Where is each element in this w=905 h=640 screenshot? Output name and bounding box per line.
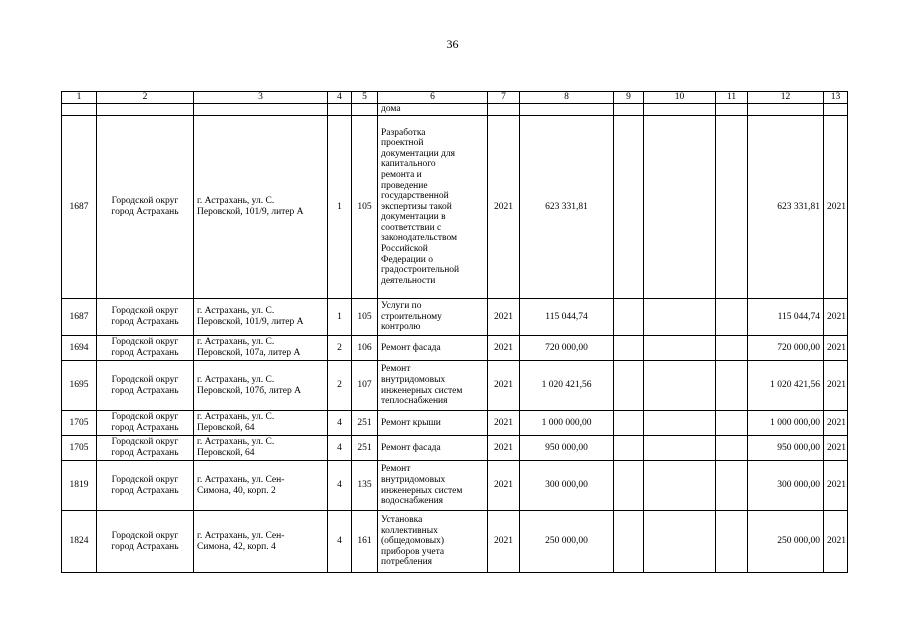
col4-cell: 4 bbox=[328, 511, 352, 573]
column-header: 10 bbox=[644, 92, 716, 104]
col10-cell bbox=[644, 461, 716, 511]
record-id: 1705 bbox=[62, 436, 97, 461]
column-header: 8 bbox=[520, 92, 614, 104]
col4-cell: 2 bbox=[328, 361, 352, 411]
year-cell: 2021 bbox=[488, 461, 520, 511]
col4-cell: 2 bbox=[328, 336, 352, 361]
record-id: 1824 bbox=[62, 511, 97, 573]
column-header: 4 bbox=[328, 92, 352, 104]
table-row bbox=[62, 116, 848, 299]
col4-cell: 4 bbox=[328, 461, 352, 511]
col11-cell bbox=[716, 411, 748, 436]
column-header: 7 bbox=[488, 92, 520, 104]
year-cell: 2021 bbox=[488, 411, 520, 436]
col5-cell: 251 bbox=[352, 411, 378, 436]
completion-year-cell: 2021 bbox=[824, 116, 848, 299]
record-id: 1819 bbox=[62, 461, 97, 511]
fund-cost-cell: 1 000 000,00 bbox=[748, 411, 824, 436]
municipality-cell: Городской округ город Астрахань bbox=[97, 336, 194, 361]
col4-cell: 4 bbox=[328, 411, 352, 436]
record-id: 1687 bbox=[62, 299, 97, 336]
col5-cell: 135 bbox=[352, 461, 378, 511]
table-row bbox=[62, 461, 848, 511]
year-cell: 2021 bbox=[488, 336, 520, 361]
col11-cell bbox=[716, 511, 748, 573]
municipality-cell: Городской округ город Астрахань bbox=[97, 116, 194, 299]
column-header: 12 bbox=[748, 92, 824, 104]
col9-cell bbox=[614, 336, 644, 361]
total-cost-cell: 115 044,74 bbox=[520, 299, 614, 336]
completion-year-cell: 2021 bbox=[824, 436, 848, 461]
col9-cell bbox=[614, 116, 644, 299]
col11-cell bbox=[716, 461, 748, 511]
municipality-cell: Городской округ город Астрахань bbox=[97, 461, 194, 511]
year-cell: 2021 bbox=[488, 116, 520, 299]
address-cell: г. Астрахань, ул. С. Перовской, 107б, литер А bbox=[194, 361, 328, 411]
fund-cost-cell: 1 020 421,56 bbox=[748, 361, 824, 411]
col9-cell bbox=[614, 436, 644, 461]
col10-cell bbox=[644, 116, 716, 299]
col10-cell bbox=[644, 336, 716, 361]
column-header: 6 bbox=[378, 92, 488, 104]
address-cell: г. Астрахань, ул. С. Перовской, 64 bbox=[194, 436, 328, 461]
col10-cell bbox=[644, 299, 716, 336]
year-cell: 2021 bbox=[488, 299, 520, 336]
fund-cost-cell: 250 000,00 bbox=[748, 511, 824, 573]
fund-cost-cell: 720 000,00 bbox=[748, 336, 824, 361]
table-row bbox=[62, 299, 848, 336]
total-cost-cell: 300 000,00 bbox=[520, 461, 614, 511]
col11-cell bbox=[716, 336, 748, 361]
fund-cost-cell: 623 331,81 bbox=[748, 116, 824, 299]
col5-cell: 105 bbox=[352, 299, 378, 336]
address-cell: г. Астрахань, ул. С. Перовской, 101/9, литер А bbox=[194, 116, 328, 299]
capital-repair-table bbox=[61, 91, 848, 573]
record-id: 1695 bbox=[62, 361, 97, 411]
col5-cell: 106 bbox=[352, 336, 378, 361]
completion-year-cell: 2021 bbox=[824, 461, 848, 511]
col5-cell: 105 bbox=[352, 116, 378, 299]
municipality-cell: Городской округ город Астрахань bbox=[97, 361, 194, 411]
fund-cost-cell: 950 000,00 bbox=[748, 436, 824, 461]
col10-cell bbox=[644, 411, 716, 436]
completion-year-cell: 2021 bbox=[824, 361, 848, 411]
column-header: 5 bbox=[352, 92, 378, 104]
work-type-cell: Ремонт внутридомовых инженерных систем теплоснабжения bbox=[378, 361, 488, 411]
work-type-cell: Ремонт внутридомовых инженерных систем водоснабжения bbox=[378, 461, 488, 511]
fund-cost-cell: 300 000,00 bbox=[748, 461, 824, 511]
col11-cell bbox=[716, 361, 748, 411]
col11-cell bbox=[716, 299, 748, 336]
total-cost-cell: 720 000,00 bbox=[520, 336, 614, 361]
column-header: 3 bbox=[194, 92, 328, 104]
col9-cell bbox=[614, 299, 644, 336]
address-cell: г. Астрахань, ул. С. Перовской, 107а, литер А bbox=[194, 336, 328, 361]
year-cell: 2021 bbox=[488, 436, 520, 461]
total-cost-cell: 1 000 000,00 bbox=[520, 411, 614, 436]
year-cell: 2021 bbox=[488, 361, 520, 411]
record-id: 1687 bbox=[62, 116, 97, 299]
year-cell: 2021 bbox=[488, 511, 520, 573]
work-type-cell: Ремонт фасада bbox=[378, 436, 488, 461]
page-number: 36 bbox=[446, 37, 459, 51]
column-header: 1 bbox=[62, 92, 97, 104]
table-row bbox=[62, 411, 848, 436]
completion-year-cell: 2021 bbox=[824, 299, 848, 336]
table-row bbox=[62, 336, 848, 361]
record-id: 1694 bbox=[62, 336, 97, 361]
col5-cell: 107 bbox=[352, 361, 378, 411]
column-header: 11 bbox=[716, 92, 748, 104]
col9-cell bbox=[614, 511, 644, 573]
column-header: 13 bbox=[824, 92, 848, 104]
fund-cost-cell: 115 044,74 bbox=[748, 299, 824, 336]
work-type-cell: Разработка проектной документации для капитального ремонта и проведение государственной экспертизы такой документации в соответствии с законодательством Российской Федерации о градостроительной деятельности bbox=[378, 116, 488, 299]
total-cost-cell: 623 331,81 bbox=[520, 116, 614, 299]
col10-cell bbox=[644, 436, 716, 461]
col11-cell bbox=[716, 116, 748, 299]
total-cost-cell: 250 000,00 bbox=[520, 511, 614, 573]
column-number-row bbox=[62, 92, 848, 104]
col10-cell bbox=[644, 511, 716, 573]
col5-cell: 161 bbox=[352, 511, 378, 573]
completion-year-cell: 2021 bbox=[824, 511, 848, 573]
table-row bbox=[62, 511, 848, 573]
record-id: 1705 bbox=[62, 411, 97, 436]
col5-cell: 251 bbox=[352, 436, 378, 461]
municipality-cell: Городской округ город Астрахань bbox=[97, 511, 194, 573]
total-cost-cell: 1 020 421,56 bbox=[520, 361, 614, 411]
address-cell: г. Астрахань, ул. С. Перовской, 101/9, литер А bbox=[194, 299, 328, 336]
work-type-cell: Услуги по строительному контролю bbox=[378, 299, 488, 336]
col4-cell: 4 bbox=[328, 436, 352, 461]
municipality-cell: Городской округ город Астрахань bbox=[97, 299, 194, 336]
col9-cell bbox=[614, 361, 644, 411]
column-header: 9 bbox=[614, 92, 644, 104]
completion-year-cell: 2021 bbox=[824, 411, 848, 436]
col11-cell bbox=[716, 436, 748, 461]
col9-cell bbox=[614, 411, 644, 436]
col4-cell: 1 bbox=[328, 299, 352, 336]
table-row bbox=[62, 361, 848, 411]
completion-year-cell: 2021 bbox=[824, 336, 848, 361]
column-header: 2 bbox=[97, 92, 194, 104]
address-cell: г. Астрахань, ул. Сен- Симона, 42, корп. 4 bbox=[194, 511, 328, 573]
continuation-row bbox=[62, 104, 848, 116]
continuation-text: дома bbox=[378, 104, 488, 116]
work-type-cell: Установка коллективных (общедомовых) приборов учета потребления bbox=[378, 511, 488, 573]
municipality-cell: Городской округ город Астрахань bbox=[97, 436, 194, 461]
address-cell: г. Астрахань, ул. С. Перовской, 64 bbox=[194, 411, 328, 436]
address-cell: г. Астрахань, ул. Сен- Симона, 40, корп. 2 bbox=[194, 461, 328, 511]
work-type-cell: Ремонт крыши bbox=[378, 411, 488, 436]
col9-cell bbox=[614, 461, 644, 511]
col4-cell: 1 bbox=[328, 116, 352, 299]
total-cost-cell: 950 000,00 bbox=[520, 436, 614, 461]
municipality-cell: Городской округ город Астрахань bbox=[97, 411, 194, 436]
work-type-cell: Ремонт фасада bbox=[378, 336, 488, 361]
col10-cell bbox=[644, 361, 716, 411]
table-row bbox=[62, 436, 848, 461]
